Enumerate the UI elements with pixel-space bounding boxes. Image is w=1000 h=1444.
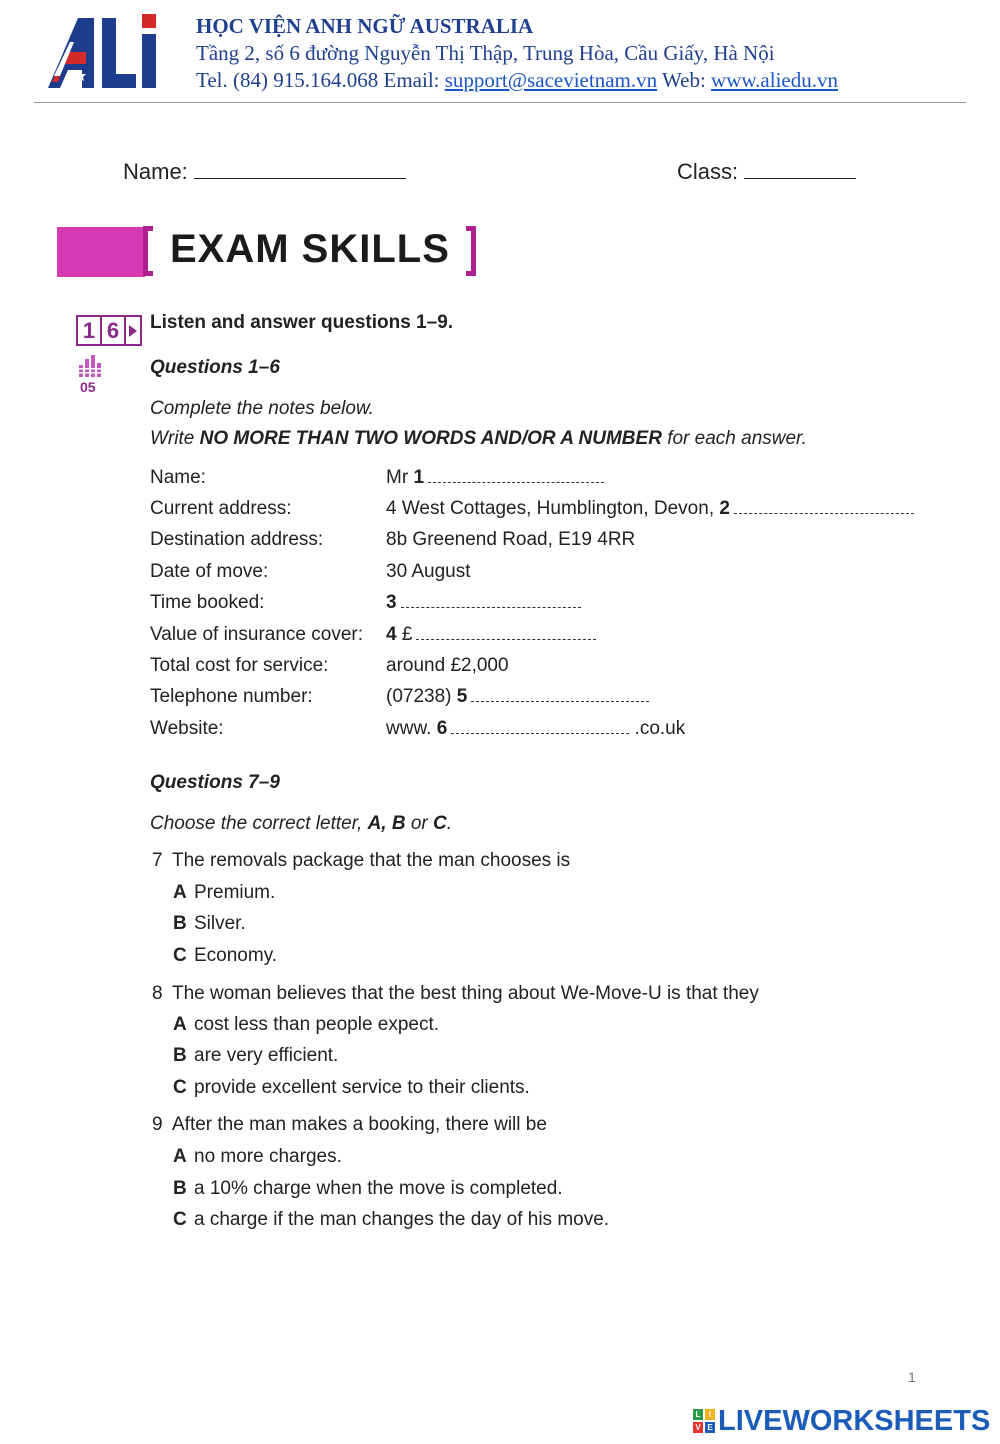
note-label: Current address: xyxy=(150,498,292,519)
institute-contact xyxy=(196,68,838,93)
option-a[interactable] xyxy=(173,882,275,904)
question-text: The removals package that the man chooses is xyxy=(172,850,571,871)
option-letter: B xyxy=(173,1178,187,1199)
question-number: 2 xyxy=(719,498,730,519)
part1-instruction-1: Complete the notes below. xyxy=(150,398,374,419)
option-letter: A xyxy=(173,1014,187,1035)
question-8 xyxy=(152,983,759,1005)
instruction-emphasis: NO MORE THAN TWO WORDS AND/OR A NUMBER xyxy=(199,428,662,449)
option-b[interactable] xyxy=(173,913,246,935)
note-text: Mr xyxy=(386,467,414,488)
question-number: 9 xyxy=(152,1114,163,1135)
option-letter: C xyxy=(173,1209,187,1230)
question-number: 7 xyxy=(152,850,163,871)
question-number: 1 xyxy=(413,467,425,488)
option-letter: B xyxy=(173,1045,187,1066)
ali-logo xyxy=(44,12,166,92)
note-label: Total cost for service: xyxy=(150,655,329,676)
tel-text: Tel. (84) 915.164.068 Email: xyxy=(196,68,445,92)
option-text: a 10% charge when the move is completed. xyxy=(194,1178,563,1199)
option-letter: C xyxy=(173,945,187,966)
option-a[interactable] xyxy=(173,1014,439,1036)
note-text: 4 West Cottages, Humblington, Devon, xyxy=(386,498,720,519)
logo-letter: V xyxy=(693,1422,703,1433)
cd-track-number: 05 xyxy=(80,379,96,395)
option-letter: C xyxy=(173,1077,187,1098)
option-text: cost less than people expect. xyxy=(194,1014,440,1035)
note-label: Value of insurance cover: xyxy=(150,624,363,645)
option-c[interactable] xyxy=(173,1077,530,1099)
instruction-text: . xyxy=(446,813,453,834)
part2-heading: Questions 7–9 xyxy=(150,772,280,793)
play-icon xyxy=(124,315,142,346)
track-digit: 1 xyxy=(76,315,102,346)
instruction-text: or xyxy=(405,813,434,834)
question-7 xyxy=(152,850,570,872)
answer-blank[interactable] xyxy=(451,718,629,734)
option-a[interactable] xyxy=(173,1146,342,1168)
note-label: Time booked: xyxy=(150,592,265,613)
question-number: 3 xyxy=(386,592,397,613)
note-text: (07238) xyxy=(386,686,457,707)
instruction-letters: A, B xyxy=(367,813,406,834)
brand-name: LIVEWORKSHEETS xyxy=(718,1404,991,1437)
question-number: 8 xyxy=(152,983,163,1004)
option-text: Silver. xyxy=(194,913,246,934)
website-link[interactable]: www.aliedu.vn xyxy=(711,68,838,92)
logo-letter: E xyxy=(705,1422,715,1433)
section-title: EXAM SKILLS xyxy=(170,227,450,271)
option-text: provide excellent service to their clients. xyxy=(194,1077,530,1098)
option-c[interactable] xyxy=(173,1209,609,1231)
question-number: 5 xyxy=(456,686,468,707)
note-label: Destination address: xyxy=(150,529,324,550)
option-letter: A xyxy=(173,882,187,903)
question-text: The woman believes that the best thing about We-Move-U is that they xyxy=(172,983,759,1004)
option-text: no more charges. xyxy=(194,1146,342,1167)
option-b[interactable] xyxy=(173,1178,563,1200)
part2-instruction xyxy=(150,813,452,835)
audio-level-icon xyxy=(78,355,102,377)
note-text: www. xyxy=(386,718,437,739)
option-text: Economy. xyxy=(194,945,278,966)
logo-letter: L xyxy=(693,1409,703,1420)
note-text: .co.uk xyxy=(629,718,686,739)
class-input-line[interactable] xyxy=(744,160,856,179)
question-number: 6 xyxy=(436,718,448,739)
institute-name: HỌC VIỆN ANH NGỮ AUSTRALIA xyxy=(196,14,534,38)
instruction-text: Write xyxy=(150,428,200,449)
option-letter: B xyxy=(173,913,187,934)
instruction-text: Choose the correct letter, xyxy=(150,813,368,834)
note-label: Telephone number: xyxy=(150,686,313,707)
web-label: Web: xyxy=(657,68,712,92)
option-c[interactable] xyxy=(173,945,277,967)
banner-right-bracket xyxy=(466,226,476,276)
note-label: Website: xyxy=(150,718,224,739)
name-label: Name: xyxy=(123,159,188,184)
option-b[interactable] xyxy=(173,1045,338,1067)
name-field xyxy=(123,159,406,185)
answer-blank[interactable] xyxy=(401,592,581,608)
page-number: 1 xyxy=(908,1369,916,1385)
note-text: 8b Greenend Road, E19 4RR xyxy=(386,529,636,550)
question-9 xyxy=(152,1114,547,1136)
name-input-line[interactable] xyxy=(194,160,406,179)
option-text: a charge if the man changes the day of his move. xyxy=(194,1209,610,1230)
audio-track-badge[interactable] xyxy=(76,315,142,346)
lead-instruction: Listen and answer questions 1–9. xyxy=(150,312,454,333)
track-digit: 6 xyxy=(100,315,126,346)
option-text: Premium. xyxy=(194,882,276,903)
note-label: Name: xyxy=(150,467,206,488)
answer-blank[interactable] xyxy=(416,624,596,640)
answer-blank[interactable] xyxy=(734,498,914,514)
question-number: 4 xyxy=(386,624,397,645)
institute-address: Tầng 2, số 6 đường Nguyễn Thị Thập, Trung Hòa, Cầu Giấy, Hà Nội xyxy=(196,41,775,65)
liveworksheets-logo-icon xyxy=(693,1409,715,1433)
note-text: 30 August xyxy=(386,561,471,582)
option-text: are very efficient. xyxy=(194,1045,339,1066)
banner-color-bar xyxy=(57,227,145,277)
question-text: After the man makes a booking, there will be xyxy=(172,1114,547,1135)
header-divider xyxy=(34,102,966,103)
class-label: Class: xyxy=(677,159,739,184)
note-label: Date of move: xyxy=(150,561,269,582)
part1-instruction-2 xyxy=(150,428,807,450)
email-link[interactable]: support@sacevietnam.vn xyxy=(444,68,658,92)
logo-letter: I xyxy=(705,1409,715,1420)
option-letter: A xyxy=(173,1146,187,1167)
currency-symbol: £ xyxy=(401,624,413,645)
part1-heading: Questions 1–6 xyxy=(150,357,280,378)
note-text: around £2,000 xyxy=(386,655,509,676)
instruction-letters: C xyxy=(433,813,447,834)
answer-blank[interactable] xyxy=(428,467,604,483)
instruction-text: for each answer. xyxy=(661,428,807,449)
class-field xyxy=(677,159,856,185)
answer-blank[interactable] xyxy=(471,686,649,702)
liveworksheets-brand[interactable] xyxy=(693,1404,990,1438)
banner-left-bracket xyxy=(143,226,153,276)
